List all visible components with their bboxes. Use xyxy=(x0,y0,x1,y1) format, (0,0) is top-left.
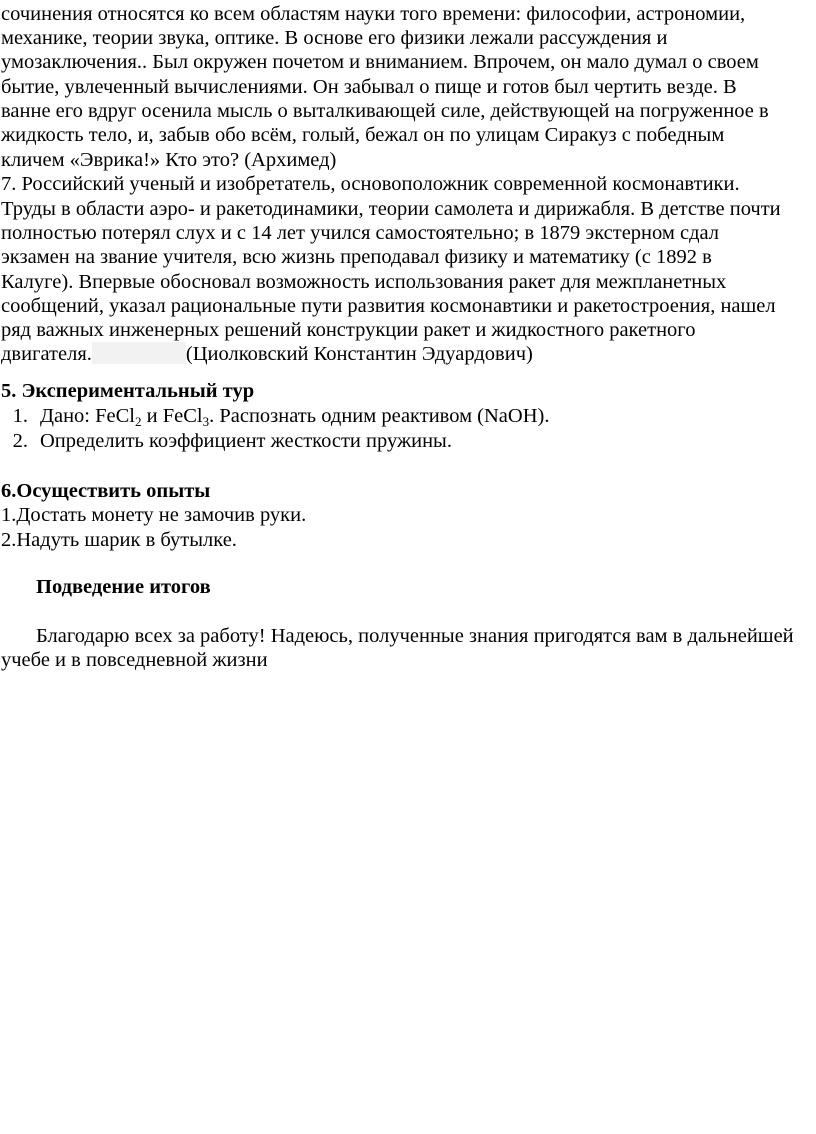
text-line xyxy=(1,342,533,366)
text-line: полностью потерял слух и с 14 лет учился самостоятельно; в 1879 экстерном сдал xyxy=(1,222,720,244)
section-heading: 6.Осуществить опыты xyxy=(1,480,211,502)
text-line: кличем «Эврика!» Кто это? (Архимед) xyxy=(1,149,337,171)
subscript: 2 xyxy=(135,414,142,429)
text-line: бытие, увлеченный вычислениями. Он забывал о пище и готов был чертить везде. В xyxy=(1,76,737,98)
text-line: сообщений, указал рациональные пути развития космонавтики и ракетостроения, нашел xyxy=(1,295,776,317)
subscript: 3 xyxy=(202,414,210,429)
text-line: механике, теории звука, оптике. В основе его физики лежали рассуждения и xyxy=(1,27,668,49)
highlight-blank xyxy=(92,342,186,364)
list-text: Дано: FeCl xyxy=(40,405,135,427)
text-line: экзамен на звание учителя, всю жизнь преподавал физику и математику (с 1892 в xyxy=(1,246,712,268)
list-number: 2. xyxy=(12,430,28,452)
list-item xyxy=(1,404,549,428)
answer-text: (Циолковский Константин Эдуардович) xyxy=(185,343,533,365)
text-line: 7. Российский ученый и изобретатель, основоположник современной космонавтики. xyxy=(1,173,740,195)
text-line: ряд важных инженерных решений конструкции ракет и жидкостного ракетного xyxy=(1,319,696,341)
text-line: Труды в области аэро- и ракетодинамики, теории самолета и дирижабля. В детстве почти xyxy=(1,198,781,220)
text-line: Калуге). Впервые обосновал возможность использования ракет для межпланетных xyxy=(1,271,727,293)
section-heading: Подведение итогов xyxy=(36,576,211,598)
text-line-start: двигателя. xyxy=(1,343,92,365)
text-line: ванне его вдруг осенила мысль о выталкивающей силе, действующей на погруженное в xyxy=(1,100,769,122)
text-line: жидкость тело, и, забыв обо всём, голый, бежал он по улицам Сиракуз с победным xyxy=(1,124,725,146)
list-text: . Распознать одним реактивом (NaOH). xyxy=(209,405,550,427)
text-line: умозаключения.. Был окружен почетом и вниманием. Впрочем, он мало думал о своем xyxy=(1,51,759,73)
list-text: и FeCl xyxy=(141,405,203,427)
list-number: 1. xyxy=(12,405,28,427)
text-line: Благодарю всех за работу! Надеюсь, полученные знания пригодятся вам в дальнейшей xyxy=(36,625,794,647)
list-item: 2.Надуть шарик в бутылке. xyxy=(1,529,237,551)
list-item: 1.Достать монету не замочив руки. xyxy=(1,504,307,526)
text-line: сочинения относятся ко всем областям науки того времени: философии, астрономии, xyxy=(1,3,746,25)
text-line: учебе и в повседневной жизни xyxy=(1,649,268,671)
section-heading: 5. Экспериментальный тур xyxy=(1,380,255,402)
list-text: Определить коэффициент жесткости пружины. xyxy=(40,430,452,452)
list-item xyxy=(1,429,452,453)
